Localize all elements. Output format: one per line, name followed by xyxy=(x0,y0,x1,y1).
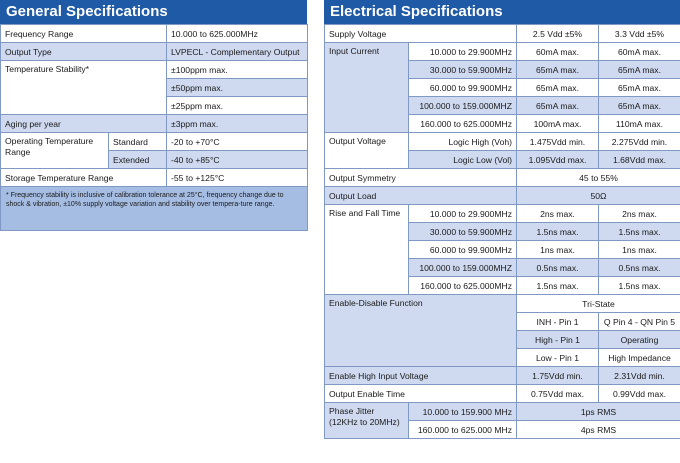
temperature-stability-value: ±25ppm max. xyxy=(167,97,308,115)
rise-fall-range: 100.000 to 159.000MHZ xyxy=(409,259,517,277)
extended-label: Extended xyxy=(109,151,167,169)
table-row xyxy=(1,115,308,133)
input-current-3v3: 110mA max. xyxy=(599,115,680,133)
rise-fall-2v5: 1ns max. xyxy=(517,241,599,259)
table-row xyxy=(325,367,680,385)
rise-fall-2v5: 2ns max. xyxy=(517,205,599,223)
input-current-3v3: 65mA max. xyxy=(599,97,680,115)
input-current-range: 160.000 to 625.000MHz xyxy=(409,115,517,133)
frequency-range-value: 10.000 to 625.000MHz xyxy=(167,25,308,43)
enable-high-3v3: 2.31Vdd min. xyxy=(599,367,680,385)
standard-label: Standard xyxy=(109,133,167,151)
table-row xyxy=(325,403,680,421)
rise-fall-3v3: 1.5ns max. xyxy=(599,223,680,241)
general-specifications-panel xyxy=(0,0,307,231)
input-current-3v3: 65mA max. xyxy=(599,79,680,97)
input-current-2v5: 65mA max. xyxy=(517,97,599,115)
rise-fall-2v5: 0.5ns max. xyxy=(517,259,599,277)
output-load-label: Output Load xyxy=(325,187,517,205)
electrical-specifications-panel xyxy=(324,0,680,439)
general-specifications-table xyxy=(0,24,308,231)
aging-value: ±3ppm max. xyxy=(167,115,308,133)
rise-fall-range: 160.000 to 625.000MHz xyxy=(409,277,517,295)
input-current-2v5: 65mA max. xyxy=(517,79,599,97)
output-voltage-3v3: 2.275Vdd min. xyxy=(599,133,680,151)
table-row xyxy=(325,25,680,43)
output-symmetry-label: Output Symmetry xyxy=(325,169,517,187)
aging-label: Aging per year xyxy=(1,115,167,133)
phase-jitter-value: 1ps RMS xyxy=(517,403,680,421)
temperature-stability-label: Temperature Stability* xyxy=(1,61,167,115)
table-row xyxy=(325,169,680,187)
footnote: * Frequency stability is inclusive of calibration tolerance at 25°C, frequency change due to shock & vibration, ±10% supply voltage variation and stability over tempera-ture range. xyxy=(1,187,308,231)
storage-temperature-label: Storage Temperature Range xyxy=(1,169,167,187)
rise-fall-range: 60.000 to 99.900MHz xyxy=(409,241,517,259)
output-voltage-3v3: 1.68Vdd max. xyxy=(599,151,680,169)
phase-jitter-range: 10.000 to 159.900 MHz xyxy=(409,403,517,421)
input-current-range: 30.000 to 59.900MHz xyxy=(409,61,517,79)
table-row xyxy=(325,43,680,61)
enable-high-2v5: 1.75Vdd min. xyxy=(517,367,599,385)
enable-disable-pin: INH - Pin 1 xyxy=(517,313,599,331)
output-enable-time-2v5: 0.75Vdd max. xyxy=(517,385,599,403)
storage-temperature-value: -55 to +125°C xyxy=(167,169,308,187)
temperature-stability-value: ±50ppm max. xyxy=(167,79,308,97)
rise-fall-range: 30.000 to 59.900MHz xyxy=(409,223,517,241)
enable-disable-label: Enable-Disable Function xyxy=(325,295,517,367)
table-row xyxy=(325,133,680,151)
output-enable-time-3v3: 0.99Vdd max. xyxy=(599,385,680,403)
table-row xyxy=(1,25,308,43)
electrical-specifications-title: Electrical Specifications xyxy=(324,0,680,24)
enable-high-input-voltage-label: Enable High Input Voltage xyxy=(325,367,517,385)
input-current-3v3: 65mA max. xyxy=(599,61,680,79)
frequency-range-label: Frequency Range xyxy=(1,25,167,43)
phase-jitter-value: 4ps RMS xyxy=(517,421,680,439)
input-current-2v5: 60mA max. xyxy=(517,43,599,61)
output-voltage-2v5: 1.475Vdd min. xyxy=(517,133,599,151)
output-enable-time-label: Output Enable Time xyxy=(325,385,517,403)
input-current-2v5: 100mA max. xyxy=(517,115,599,133)
electrical-specifications-table xyxy=(324,24,680,439)
phase-jitter-label: Phase Jitter (12KHz to 20MHz) xyxy=(325,403,409,439)
rise-fall-3v3: 1ns max. xyxy=(599,241,680,259)
table-row xyxy=(1,169,308,187)
input-current-range: 10.000 to 29.900MHz xyxy=(409,43,517,61)
table-row xyxy=(325,295,680,313)
supply-voltage-2v5: 2.5 Vdd ±5% xyxy=(517,25,599,43)
output-type-label: Output Type xyxy=(1,43,167,61)
enable-disable-value: Tri-State xyxy=(517,295,680,313)
table-row xyxy=(325,205,680,223)
enable-disable-output: Operating xyxy=(599,331,680,349)
output-voltage-label: Output Voltage xyxy=(325,133,409,169)
table-row xyxy=(1,43,308,61)
supply-voltage-label: Supply Voltage xyxy=(325,25,517,43)
rise-fall-time-label: Rise and Fall Time xyxy=(325,205,409,295)
standard-value: -20 to +70°C xyxy=(167,133,308,151)
output-load-value: 50Ω xyxy=(517,187,680,205)
operating-temperature-label: Operating Temperature Range xyxy=(1,133,109,169)
table-row xyxy=(1,61,308,79)
enable-disable-pin: Low - Pin 1 xyxy=(517,349,599,367)
input-current-2v5: 65mA max. xyxy=(517,61,599,79)
table-row xyxy=(1,133,308,151)
rise-fall-range: 10.000 to 29.900MHz xyxy=(409,205,517,223)
supply-voltage-3v3: 3.3 Vdd ±5% xyxy=(599,25,680,43)
temperature-stability-value: ±100ppm max. xyxy=(167,61,308,79)
output-voltage-condition: Logic Low (Vol) xyxy=(409,151,517,169)
rise-fall-3v3: 0.5ns max. xyxy=(599,259,680,277)
output-symmetry-value: 45 to 55% xyxy=(517,169,680,187)
input-current-range: 60.000 to 99.900MHz xyxy=(409,79,517,97)
rise-fall-2v5: 1.5ns max. xyxy=(517,277,599,295)
general-specifications-title: General Specifications xyxy=(0,0,307,24)
output-voltage-2v5: 1.095Vdd max. xyxy=(517,151,599,169)
rise-fall-3v3: 1.5ns max. xyxy=(599,277,680,295)
table-row xyxy=(1,187,308,231)
input-current-3v3: 60mA max. xyxy=(599,43,680,61)
output-type-value: LVPECL - Complementary Output xyxy=(167,43,308,61)
enable-disable-output: High Impedance xyxy=(599,349,680,367)
extended-value: -40 to +85°C xyxy=(167,151,308,169)
phase-jitter-range: 160.000 to 625.000 MHz xyxy=(409,421,517,439)
rise-fall-2v5: 1.5ns max. xyxy=(517,223,599,241)
rise-fall-3v3: 2ns max. xyxy=(599,205,680,223)
enable-disable-output: Q Pin 4 - QN Pin 5 xyxy=(599,313,680,331)
enable-disable-pin: High - Pin 1 xyxy=(517,331,599,349)
output-voltage-condition: Logic High (Voh) xyxy=(409,133,517,151)
input-current-label: Input Current xyxy=(325,43,409,133)
table-row xyxy=(325,385,680,403)
input-current-range: 100.000 to 159.000MHZ xyxy=(409,97,517,115)
table-row xyxy=(325,187,680,205)
